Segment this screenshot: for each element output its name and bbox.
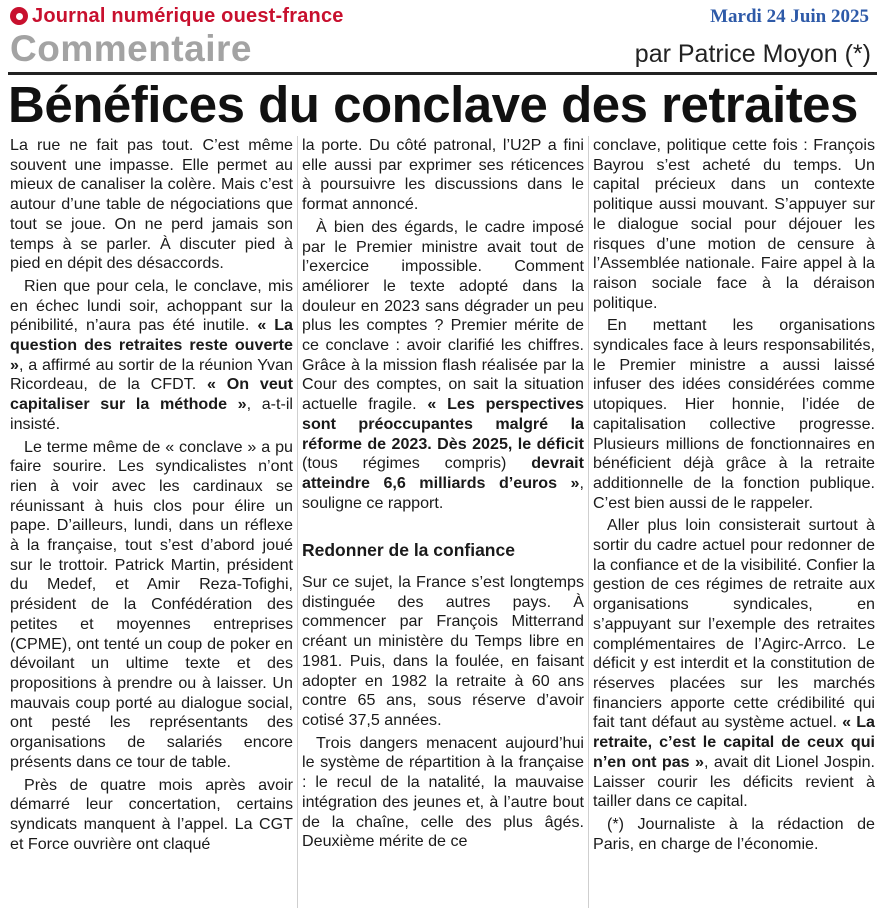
paragraph: Aller plus loin consisterait surtout à sortir du cadre actuel pour redonner de la confiance et de la visibilité. Confier la gestion de ces régimes de retraite aux organisations syndicales, en s’appuyant sur l’exemple des retraites complémentaires de l’Agirc-Arrco. Le déficit y est interdit et la constitution de réserves placées sur les marchés financiers apporte cette crédibilité qui fait tant défaut au système actuel. « La retraite, c’est le capital de ceux qui n’en ont pas », avait dit Lionel Jospin. Laisser courir les déficits revient à tailler dans ce capital.: [593, 516, 876, 811]
paragraph: Le terme même de « conclave » a pu faire sourire. Les syndicalistes n’ont rien à voir avec les cardinaux se réunissant à huis clos pour élire un pape. D’ailleurs, lundi, dans un réflexe à la française, tout s’est d’abord joué sur le trottoir. Patrick Martin, président du Medef, et Amir Reza-Tofighi, président de la Confédération des petites et moyennes entreprises (CPME), ont tenté un coup de poker en dévoilant un ultime texte et des propositions à prendre ou à laisser. Un mauvais coup porté au dialogue social, ont pesté les représentants des organisations de salariés encore présents dans ce tour de table.: [10, 437, 293, 771]
quote: « La retraite, c’est le capital de ceux qui n’en ont pas »: [593, 713, 875, 771]
column-2: [297, 136, 588, 908]
paragraph: À bien des égards, le cadre imposé par le Premier ministre avait tout de l’exercice impossible. Comment améliorer le texte adopté dans la douleur en 2023 sans dégrader un peu plus les comptes ? Premier mérite de ce conclave : avoir clarifié les chiffres. Grâce à la mission flash réalisée par la Cour des comptes, on sait la situation actuelle fragile. « Les perspectives sont préoccupantes malgré la réforme de 2023. Dès 2025, le déficit (tous régimes compris) devrait atteindre 6,6 milliards d’euros », souligne ce rapport.: [302, 217, 584, 512]
paragraph: En mettant les organisations syndicales face à leurs responsabilités, le Premier ministre a aussi laissé infuser des idées considérées comme utopiques. Hier honnie, l’idée de capitalisation collective progresse. Plusieurs millions de fonctionnaires en bénéficient déjà grâce à la retraite additionnelle de la fonction publique. C’est bien aussi de le rappeler.: [593, 316, 875, 512]
paragraph: Trois dangers menacent aujourd’hui le système de répartition à la française : le recul de la natalité, la mauvaise intégration des jeunes et, à l’autre bout de la chaîne, celle des plus âgés. Deuxième mérite de ce: [302, 733, 584, 851]
headline: Bénéfices du conclave des retraites: [8, 76, 858, 133]
paragraph: Sur ce sujet, la France s’est longtemps distinguée des autres pays. À commencer par François Mitterrand créant un ministère du Temps libre en 1981. Puis, dans la foulée, en faisant adopter en 1982 la retraite à 60 ans contre 65 ans, sous réserve d’avoir cotisé 37,5 années.: [302, 573, 584, 729]
column-1: [6, 136, 297, 908]
article-body: [6, 136, 880, 908]
subheading: Redonner de la confiance: [302, 540, 515, 561]
paragraph: Près de quatre mois après avoir démarré leur concertation, certains syndicats manquent à l’appel. La CGT et Force ouvrière ont claqué: [10, 775, 293, 853]
brand-name: Journal numérique ouest-france: [32, 4, 344, 27]
quote: « La question des retraites reste ouverte »: [10, 316, 293, 374]
divider: [8, 72, 877, 75]
ouest-france-dot-icon: [10, 7, 28, 25]
author-footnote: (*) Journaliste à la rédaction de Paris, en charge de l’économie.: [593, 814, 875, 853]
quote: devrait atteindre 6,6 milliards d’euros »: [302, 454, 584, 492]
paragraph: la porte. Du côté patronal, l’U2P a fini elle aussi par exprimer ses réticences à poursuivre les discussions dans le format annoncé.: [302, 136, 584, 214]
publication-date: Mardi 24 Juin 2025: [710, 6, 869, 27]
quote: « On veut capitaliser sur la méthode »: [10, 375, 293, 414]
section-rubric: Commentaire: [10, 28, 252, 69]
masthead: [10, 4, 344, 28]
paragraph: Rien que pour cela, le conclave, mis en échec lundi soir, achoppant sur la pénibilité, n’aura pas été inutile. « La question des retraites reste ouverte », a affirmé au sortir de la réunion Yvan Ricordeau, de la CFDT. « On veut capitaliser sur la méthode », a-t-il insisté.: [10, 276, 293, 433]
column-3: [588, 136, 879, 908]
paragraph: La rue ne fait pas tout. C’est même souvent une impasse. Elle permet au mieux de canaliser la colère. Mais c’est autour d’une table de négociations que tout se joue. On ne perd jamais son temps à se parler. À discuter pied à pied en dépit des désaccords.: [10, 136, 293, 273]
quote: « Les perspectives sont préoccupantes malgré la réforme de 2023. Dès 2025, le déficit: [302, 395, 584, 453]
paragraph: conclave, politique cette fois : François Bayrou s’est acheté du temps. Un capital précieux dans un contexte politique aussi mouvant. S’appuyer sur le dialogue social pour déjouer les risques d’une motion de censure à l’Assemblée nationale. Faire appel à la raison sociale face à la déraison politique.: [593, 136, 875, 312]
byline: par Patrice Moyon (*): [634, 40, 871, 68]
